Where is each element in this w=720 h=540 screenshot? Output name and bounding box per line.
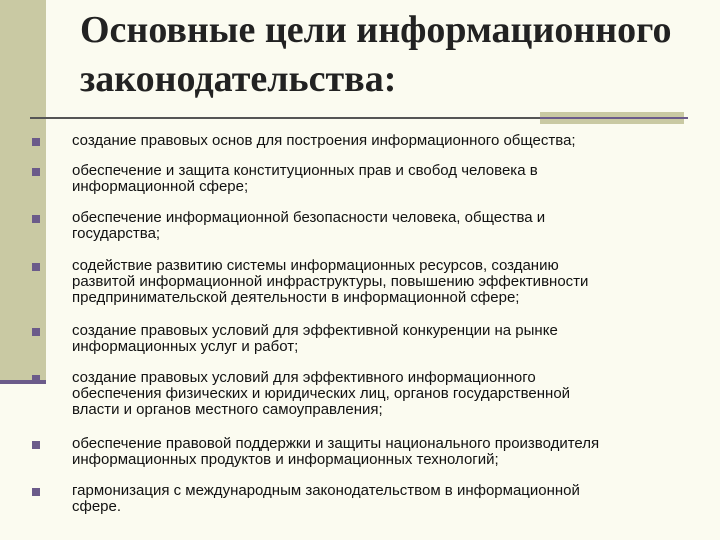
square-bullet-icon — [32, 138, 40, 146]
square-bullet-icon — [32, 488, 40, 496]
list-item — [32, 133, 712, 149]
list-item-text: обеспечение и защита конституционных прав и свобод человека в информационной сфере; — [72, 162, 538, 195]
list-item — [32, 323, 712, 355]
square-bullet-icon — [32, 328, 40, 336]
square-bullet-icon — [32, 263, 40, 271]
square-bullet-icon — [32, 168, 40, 176]
square-bullet-icon — [32, 441, 40, 449]
list-item-text: создание правовых основ для построения информационного общества; — [72, 132, 576, 149]
list-item — [32, 258, 712, 306]
list-item — [32, 483, 712, 515]
square-bullet-icon — [32, 215, 40, 223]
slide-title: Основные цели информационного законодательства: — [80, 9, 672, 100]
list-item-text: обеспечение правовой поддержки и защиты национального производителя информационных продуктов и информационных технологий; — [72, 435, 600, 468]
list-item — [32, 163, 712, 195]
list-item-text: содействие развитию системы информационных ресурсов, созданию развитой информационной инфраструктуры, повышению эффективности предпринимательской деятельности в информационной сфере; — [72, 257, 589, 306]
list-item-text: обеспечение информационной безопасности человека, общества и государства; — [72, 209, 546, 242]
list-item-text: создание правовых условий для эффективного информационного обеспечения физических и юридических лиц, органов государственной власти и органов местного самоуправления; — [72, 369, 571, 418]
list-item-text: гармонизация с международным законодательством в информационной сфере. — [72, 482, 580, 515]
list-item — [32, 436, 712, 468]
list-item-text: создание правовых условий для эффективной конкуренции на рынке информационных услуг и работ; — [72, 322, 558, 355]
list-item — [32, 370, 712, 418]
list-item — [32, 210, 712, 242]
square-bullet-icon — [32, 375, 40, 383]
